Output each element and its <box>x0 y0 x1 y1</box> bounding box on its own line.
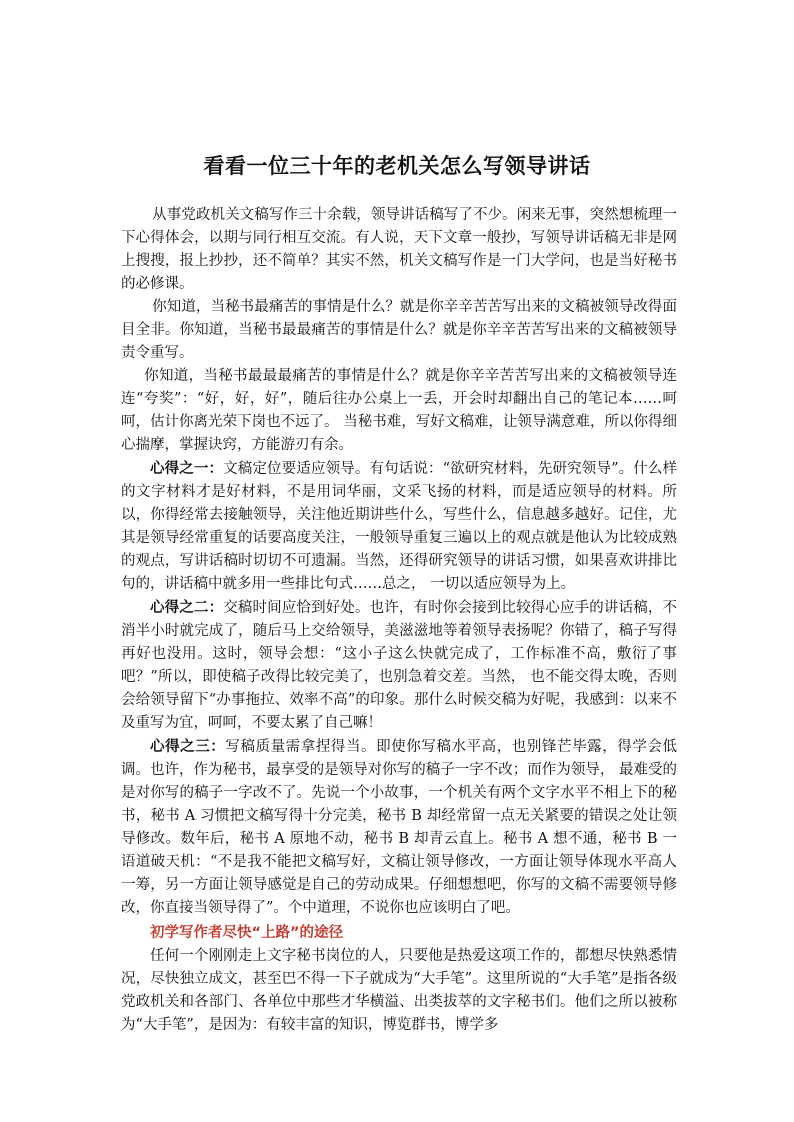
insight-one-text: 文稿定位要适应领导。有句话说：“欲研究材料，先研究领导”。什么样的文字材料才是好材料，不是用词华丽，文采飞扬的材料，而是适应领导的材料。所以，你得经常去接触领导，关注他近期讲些什么，写些什么，信息越多越好。记住，尤其是领导经常重复的话要高度关注，一般领导重复三遍以上的观点就是他认为比较成熟的观点，写讲话稿时切切不可遗漏。当然，还得研究领导的讲话习惯，如果喜欢讲排比句的，讲话稿中就多用一些排比句式……总之， 一切以适应领导为上。 <box>121 461 678 592</box>
paragraph-insight-one <box>121 457 677 596</box>
section-heading: 初学写作者尽快“上路”的途径 <box>150 925 344 941</box>
final-paragraph: 任何一个刚刚走上文字秘书岗位的人，只要他是热爱这项工作的，都想尽快熟悉情况，尽快独立成文，甚至巴不得一下子就成为“大手笔”。这里所说的“大手笔”是指各级党政机关和各部门、各单位中那些才华横溢、出类拔萃的文字秘书们。他们之所以被称为“大手笔”，是因为：有较丰富的知识，博览群书，博学多 <box>121 948 677 1033</box>
intro-paragraph: 从事党政机关文稿写作三十余载，领导讲话稿写了不少。闲来无事，突然想梳理一下心得体会，以期与同行相互交流。有人说，天下文章一般抄，写领导讲话稿无非是网上搜搜，报上抄抄，还不简单？其实不然，机关文稿写作是一门大学问，也是当好秘书的必修课。 <box>121 207 677 292</box>
insight-one-label: 心得之一： <box>150 460 224 477</box>
paragraph-secretary-pain-1: 你知道，当秘书最痛苦的事情是什么？就是你辛辛苦苦写出来的文稿被领导改得面目全非。你知道，当秘书最最痛苦的事情是什么？就是你辛辛苦苦写出来的文稿被领导责令重写。 <box>121 299 677 361</box>
paragraph-insight-three <box>121 735 677 920</box>
document-title: 看看一位三十年的老机关怎么写领导讲话 <box>203 154 591 178</box>
paragraph-secretary-pain-2: 你知道，当秘书最最最痛苦的事情是什么？就是你辛辛苦苦写出来的文稿被领导连连“夸奖”：“好，好，好”，随后往办公桌上一丢，开会时却翻出自己的笔记本……呵呵，估计你离光荣下岗也不远了。 当秘书难，写好文稿难，让领导满意难，所以你得细心揣摩，掌握诀窍，方能游刃有余。 <box>121 368 677 453</box>
paragraph-insight-two <box>121 596 677 735</box>
insight-two-text: 交稿时间应恰到好处。也许，有时你会接到比较得心应手的讲话稿，不消半小时就完成了，随后马上交给领导，美滋滋地等着领导表扬呢？你错了，稿子写得再好也没用。这时，领导会想：“这小子这么快就完成了，工作标准不高，敷衍了事吧？”所以，即使稿子改得比较完美了，也别急着交差。当然， 也不能交得太晚，否则会给领导留下“办事拖拉、效率不高”的印象。那什么时候交稿为好呢，我感到：以来不及重写为宜，呵呵，不要太累了自己嘛！ <box>121 600 678 731</box>
insight-three-label: 心得之三： <box>150 738 226 755</box>
insight-two-label: 心得之二： <box>150 599 224 616</box>
document-body <box>121 204 677 1037</box>
insight-three-text: 写稿质量需拿捏得当。即使你写稿水平高，也别锋芒毕露，得学会低调。也许，作为秘书，最享受的是领导对你写的稿子一字不改；而作为领导， 最难受的是对你写的稿子一字改不了。先说一个小故事，一个机关有两个文字水平不相上下的秘书，秘书 A 习惯把文稿写得十分完美，秘书 B 却经常留一点无关紧要的错误之处让领导修改。数年后，秘书 A 原地不动，秘书 B 却青云直上。秘书 A 想不通，秘书 B 一语道破天机：“不是我不能把文稿写好，文稿让领导修改，一方面让领导体现水平高人一筹，另一方面让领导感觉是自己的劳动成果。仔细想想吧，你写的文稿不需要领导修改，你直接当领导得了”。个中道理，不说你也应该明白了吧。 <box>121 739 678 916</box>
